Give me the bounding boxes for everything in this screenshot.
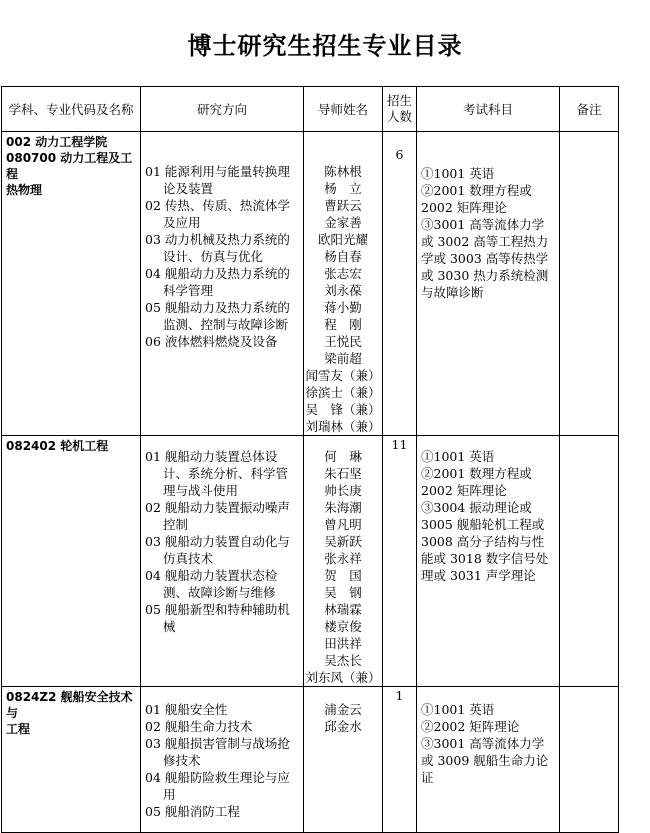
advisor-name: 刘东风（兼） xyxy=(305,670,381,685)
advisor-name: 田洪祥 xyxy=(324,636,362,651)
major-cell xyxy=(2,132,141,436)
advisor-name: 梁前超 xyxy=(324,351,362,366)
advisor-name: 吴新跃 xyxy=(324,534,362,549)
advisor-name: 徐滨士（兼） xyxy=(305,385,381,400)
page-title: 博士研究生招生专业目录 xyxy=(187,31,463,60)
exam-item: ①1001 英语 xyxy=(421,449,495,464)
advisor-name: 贺 国 xyxy=(324,568,362,583)
advisor-name: 程 刚 xyxy=(324,317,362,332)
header-exam: 考试科目 xyxy=(417,87,560,132)
enroll-count: 11 xyxy=(391,437,408,452)
advisor-name: 王悦民 xyxy=(324,334,362,349)
direction-item: 04 舰船动力装置状态检测、故障诊断与维修 xyxy=(145,568,278,600)
direction-item: 01 舰船动力装置总体设计、系统分析、科学管理与战斗使用 xyxy=(145,449,289,498)
advisor-name: 金家善 xyxy=(324,215,362,230)
note-cell xyxy=(560,436,619,687)
direction-item: 02 舰船生命力技术 xyxy=(145,719,253,734)
major-line: 0824Z2 舰船安全技术与 xyxy=(6,690,133,720)
header-advisor: 导师姓名 xyxy=(304,87,383,132)
table-row xyxy=(2,436,619,687)
direction-item: 06 液体燃料燃烧及设备 xyxy=(145,334,278,349)
exam-item: ②2002 矩阵理论 xyxy=(421,719,520,734)
header-enroll xyxy=(383,87,417,132)
advisor-name: 蒋小勤 xyxy=(324,300,362,315)
advisor-name: 闻雪友（兼） xyxy=(305,368,381,383)
note-cell xyxy=(560,687,619,833)
advisor-name: 杨自春 xyxy=(324,249,362,264)
advisor-name: 吴 钢 xyxy=(324,585,362,600)
advisor-name: 何 琳 xyxy=(324,449,362,464)
exam-item: ①1001 英语 xyxy=(421,166,495,181)
advisor-name: 陈林根 xyxy=(324,164,362,179)
major-line: 080700 动力工程及工程 xyxy=(6,151,133,181)
advisor-name: 吴杰长 xyxy=(324,653,362,668)
table-row xyxy=(2,132,619,436)
count-cell xyxy=(383,687,417,833)
direction-item: 02 传热、传质、热流体学及应用 xyxy=(145,198,290,230)
exam-item: ①1001 英语 xyxy=(421,702,495,717)
catalog-table xyxy=(1,86,619,833)
direction-item: 05 舰船新型和特种辅助机械 xyxy=(145,602,290,634)
direction-cell xyxy=(141,436,304,687)
major-line: 工程 xyxy=(6,722,31,736)
count-cell xyxy=(383,132,417,436)
exam-cell xyxy=(417,132,560,436)
count-cell xyxy=(383,436,417,687)
direction-cell xyxy=(141,132,304,436)
advisor-name: 朱海潮 xyxy=(324,500,362,515)
header-row xyxy=(2,87,619,132)
exam-cell xyxy=(417,436,560,687)
major-line: 002 动力工程学院 xyxy=(6,135,108,149)
major-cell xyxy=(2,687,141,833)
advisor-name: 张志宏 xyxy=(324,266,362,281)
enroll-count: 6 xyxy=(395,147,404,162)
advisor-name: 刘瑞林（兼） xyxy=(305,419,381,434)
note-cell xyxy=(560,132,619,436)
direction-item: 04 舰船防险救生理论与应用 xyxy=(145,770,290,802)
major-line: 热物理 xyxy=(6,183,43,197)
major-line: 082402 轮机工程 xyxy=(6,439,109,453)
exam-item: ②2001 数理方程或 2002 矩阵理论 xyxy=(421,466,532,498)
advisor-name: 邱金水 xyxy=(324,719,362,734)
advisor-name: 楼京俊 xyxy=(324,619,362,634)
header-direction: 研究方向 xyxy=(141,87,304,132)
direction-item: 02 舰船动力装置振动噪声控制 xyxy=(145,500,290,532)
advisor-name: 吴 锋（兼） xyxy=(305,402,381,417)
advisor-name: 曹跃云 xyxy=(324,198,362,213)
advisor-name: 张永祥 xyxy=(324,551,362,566)
direction-item: 03 舰船损害管制与战场抢修技术 xyxy=(145,736,290,768)
major-cell xyxy=(2,436,141,687)
advisor-cell xyxy=(304,132,383,436)
advisor-name: 欧阳光耀 xyxy=(317,232,368,247)
advisor-name: 林瑞霖 xyxy=(324,602,362,617)
exam-cell xyxy=(417,687,560,833)
direction-item: 03 舰船动力装置自动化与仿真技术 xyxy=(145,534,290,566)
advisor-name: 帅长庚 xyxy=(324,483,362,498)
header-note: 备注 xyxy=(560,87,619,132)
advisor-cell xyxy=(304,436,383,687)
direction-item: 03 动力机械及热力系统的设计、仿真与优化 xyxy=(145,232,290,264)
advisor-name: 朱石坚 xyxy=(324,466,362,481)
header-major: 学科、专业代码及名称 xyxy=(2,87,141,132)
direction-item: 01 舰船安全性 xyxy=(145,702,228,717)
advisor-name: 曾凡明 xyxy=(324,517,362,532)
exam-item: ③3001 高等流体力学或 3009 舰船生命力论证 xyxy=(421,736,549,785)
header-enroll-line2: 人数 xyxy=(386,109,412,124)
direction-item: 04 舰船动力及热力系统的科学管理 xyxy=(145,266,290,298)
advisor-cell xyxy=(304,687,383,833)
exam-item: ③3004 振动理论或 3005 舰船轮机工程或 3008 高分子结构与性能或 3018 数字信号处理或 3031 声学理论 xyxy=(421,500,549,583)
direction-cell xyxy=(141,687,304,833)
direction-item: 01 能源利用与能量转换理论及装置 xyxy=(145,164,290,196)
header-enroll-line1: 招生 xyxy=(386,93,412,108)
table-row xyxy=(2,687,619,833)
direction-item: 05 舰船动力及热力系统的监测、控制与故障诊断 xyxy=(145,300,290,332)
advisor-name: 刘永葆 xyxy=(324,283,362,298)
advisor-name: 浦金云 xyxy=(324,702,362,717)
exam-item: ②2001 数理方程或 2002 矩阵理论 xyxy=(421,183,532,215)
direction-item: 05 舰船消防工程 xyxy=(145,804,240,819)
exam-item: ③3001 高等流体力学或 3002 高等工程热力学或 3003 高等传热学或 3030 热力系统检测与故障诊断 xyxy=(421,217,549,300)
advisor-name: 杨 立 xyxy=(324,181,362,196)
enroll-count: 1 xyxy=(395,688,404,703)
